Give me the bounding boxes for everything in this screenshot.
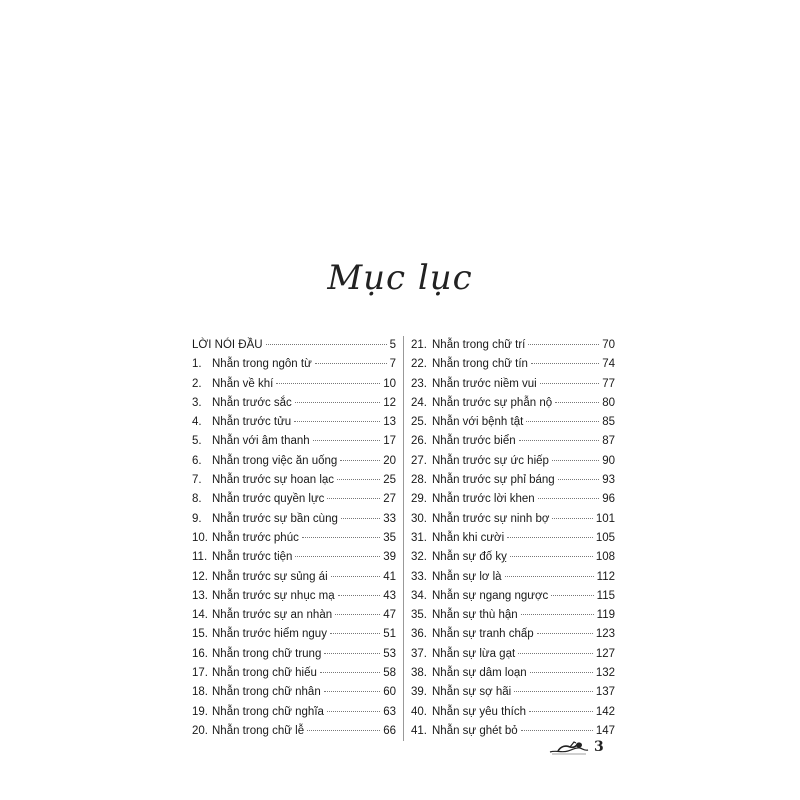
dot-leader xyxy=(313,439,381,441)
toc-entry-page: 25 xyxy=(383,474,396,487)
toc-entry-number: 37. xyxy=(411,647,427,660)
dot-leader xyxy=(327,710,380,712)
toc-entry-number: 34. xyxy=(411,589,427,602)
dot-leader xyxy=(521,729,593,731)
toc-entry-label: Nhẫn trong chữ hiếu xyxy=(212,667,317,680)
toc-entry-number: 41. xyxy=(411,724,427,737)
toc-entry-page: 80 xyxy=(602,396,615,409)
dot-leader xyxy=(555,401,599,403)
toc-entry-page: 101 xyxy=(595,512,615,525)
dot-leader xyxy=(529,710,593,712)
toc-entry xyxy=(192,645,396,664)
dot-leader xyxy=(307,729,380,731)
toc-entry-label: Nhẫn với bệnh tật xyxy=(432,416,524,429)
dot-leader xyxy=(507,536,593,538)
toc-entry xyxy=(192,529,396,548)
toc-entry-page: 90 xyxy=(602,454,615,467)
toc-entry-label: Nhẫn khi cười xyxy=(432,531,505,544)
dot-leader xyxy=(518,652,593,654)
toc-entry-label: Nhẫn sự dâm loạn xyxy=(432,667,527,680)
toc-entry-label: Nhẫn trước sắc xyxy=(212,396,292,409)
dot-leader xyxy=(552,459,599,461)
toc-entry-page: 93 xyxy=(602,474,615,487)
toc-entry-label: Nhẫn sự ngang ngược xyxy=(432,589,549,602)
dot-leader xyxy=(327,497,380,499)
toc-entry-number: 2. xyxy=(192,377,202,390)
toc-entry xyxy=(411,355,615,374)
toc-entry-number: 24. xyxy=(411,396,427,409)
toc-entry xyxy=(192,432,396,451)
toc-entry xyxy=(411,394,615,413)
toc-entry-label: Nhẫn trong ngôn từ xyxy=(212,358,312,371)
toc-entry-number: 11. xyxy=(192,551,208,564)
toc-entry-page: 87 xyxy=(602,435,615,448)
dot-leader xyxy=(530,671,593,673)
toc-entry-page: 70 xyxy=(602,339,615,351)
toc-entry xyxy=(411,432,615,451)
dot-leader xyxy=(331,575,381,577)
toc-entry-label: Nhẫn sự lơ là xyxy=(432,570,502,583)
toc-entry xyxy=(192,471,396,490)
toc-entry-label: Nhẫn trước sự hoan lạc xyxy=(212,474,335,487)
toc-entry-number: 33. xyxy=(411,570,427,583)
dot-leader xyxy=(324,652,380,654)
toc-entry-page: 66 xyxy=(383,724,396,737)
toc-entry-number: 25. xyxy=(411,416,427,429)
toc-entry-label: Nhẫn trước lời khen xyxy=(432,493,535,506)
toc-entry xyxy=(192,625,396,644)
toc-entry-page: 63 xyxy=(383,705,396,718)
toc-entry-number: 38. xyxy=(411,667,427,680)
toc-entry-number: 26. xyxy=(411,435,427,448)
toc-entry-page: 12 xyxy=(383,396,396,409)
toc-entry-label: Nhẫn sự thù hận xyxy=(432,609,518,622)
toc-entry xyxy=(192,394,396,413)
toc-entry-page: 77 xyxy=(602,377,615,390)
toc-entry-page: 53 xyxy=(383,647,396,660)
toc-entry-label: Nhẫn trong việc ăn uống xyxy=(212,454,338,467)
toc-entry xyxy=(192,510,396,529)
toc-entry-label: Nhẫn trước sự an nhàn xyxy=(212,609,333,622)
toc-entry-number: 19. xyxy=(192,705,208,718)
dot-leader xyxy=(521,613,594,615)
toc-entry-page: 58 xyxy=(383,667,396,680)
toc-entry-page: 20 xyxy=(383,454,396,467)
toc-entry-number: 17. xyxy=(192,667,208,680)
toc-entry-number: 36. xyxy=(411,628,427,641)
toc-entry xyxy=(411,548,615,567)
toc-entry-page: 74 xyxy=(602,358,615,371)
dot-leader xyxy=(519,439,600,441)
toc-entry-label: Nhẫn sự ghét bỏ xyxy=(432,724,518,737)
dot-leader xyxy=(335,613,380,615)
toc-entry-page: 47 xyxy=(383,609,396,622)
toc-entry-number: 1. xyxy=(192,358,202,371)
toc-entry-number: 5. xyxy=(192,435,202,448)
toc-column-right xyxy=(404,336,615,741)
dot-leader xyxy=(551,594,593,596)
toc-entry-page: 17 xyxy=(383,435,396,448)
toc-entry-label: Nhẫn sự đố kỵ xyxy=(432,551,507,564)
toc-entry-number: 4. xyxy=(192,416,202,429)
toc-entry-number: 31. xyxy=(411,531,427,544)
toc-entry-number: 27. xyxy=(411,454,427,467)
toc-entry xyxy=(192,664,396,683)
dot-leader xyxy=(341,517,380,519)
toc-entry-label: Nhẫn trong chữ trung xyxy=(212,647,322,660)
toc-entry-page: 147 xyxy=(595,724,615,737)
toc-entry-page: 35 xyxy=(383,531,396,544)
toc-entry-number: 18. xyxy=(192,686,208,699)
toc-entry xyxy=(411,413,615,432)
toc-entry-page: 27 xyxy=(383,493,396,506)
toc-entry xyxy=(411,606,615,625)
toc-entry-page: 13 xyxy=(383,416,396,429)
toc-entry xyxy=(192,336,396,355)
toc-entry xyxy=(411,625,615,644)
toc-entry-number: 10. xyxy=(192,531,208,544)
toc-entry-number: 7. xyxy=(192,474,202,487)
toc-entry-number: 6. xyxy=(192,454,202,467)
toc-entry-page: 43 xyxy=(383,589,396,602)
toc-entry-label: Nhẫn trong chữ trí xyxy=(432,339,526,351)
toc-entry-label: Nhẫn trước sự phẫn nộ xyxy=(432,396,553,409)
toc-entry xyxy=(411,490,615,509)
toc-entry-number: 16. xyxy=(192,647,208,660)
toc-entry-number: 35. xyxy=(411,609,427,622)
toc-entry-label: Nhẫn sự yêu thích xyxy=(432,705,526,718)
toc-entry xyxy=(411,510,615,529)
dot-leader xyxy=(538,497,600,499)
toc-entry-page: 132 xyxy=(595,667,615,680)
dot-leader xyxy=(531,362,599,364)
toc-entry-number: 23. xyxy=(411,377,427,390)
toc-entry-label: Nhẫn trước sự sủng ái xyxy=(212,570,328,583)
toc-entry-number: 13. xyxy=(192,589,208,602)
dot-leader xyxy=(294,420,380,422)
toc-entry-page: 7 xyxy=(389,358,396,371)
toc-entry-page: 119 xyxy=(596,609,615,622)
toc-entry-number: 21. xyxy=(411,339,427,351)
dot-leader xyxy=(514,690,593,692)
toc-entry xyxy=(411,568,615,587)
toc-entry-label: Nhẫn trong chữ lễ xyxy=(212,724,305,737)
dot-leader xyxy=(558,478,600,480)
toc-entry xyxy=(411,703,615,722)
toc-entry-number: 14. xyxy=(192,609,208,622)
toc-entry-page: 137 xyxy=(595,686,615,699)
toc-entry-page: 10 xyxy=(383,377,396,390)
dot-leader xyxy=(276,382,380,384)
toc-entry-number: 22. xyxy=(411,358,427,371)
toc-entry xyxy=(192,452,396,471)
toc-entry-label: Nhẫn trước sự phỉ báng xyxy=(432,474,555,487)
dot-leader xyxy=(295,401,380,403)
dot-leader xyxy=(537,632,593,634)
toc-entry-page: 60 xyxy=(383,686,396,699)
toc-entry-number: 29. xyxy=(411,493,427,506)
toc-entry-label: Nhẫn trong chữ tín xyxy=(432,358,528,371)
toc-entry-number: 3. xyxy=(192,396,202,409)
toc-entry xyxy=(411,336,615,355)
dot-leader xyxy=(337,478,380,480)
toc-entry xyxy=(411,683,615,702)
toc-entry xyxy=(411,587,615,606)
toc-entry-label: Nhẫn trước niềm vui xyxy=(432,377,537,390)
toc-entry xyxy=(192,375,396,394)
toc-entry-page: 39 xyxy=(383,551,396,564)
dot-leader xyxy=(302,536,380,538)
dot-leader xyxy=(552,517,592,519)
toc-entry-number: 8. xyxy=(192,493,202,506)
toc-entry-label: Nhẫn trước tửu xyxy=(212,416,292,429)
page-footer xyxy=(548,738,604,756)
toc-entry-label: Nhẫn sự lừa gạt xyxy=(432,647,516,660)
table-of-contents xyxy=(192,336,618,741)
toc-entry-page: 127 xyxy=(595,647,615,660)
toc-entry-page: 105 xyxy=(595,531,615,544)
toc-entry xyxy=(411,375,615,394)
toc-entry-number: 12. xyxy=(192,570,208,583)
toc-entry-page: 5 xyxy=(389,339,396,351)
toc-entry-label: Nhẫn về khí xyxy=(212,377,274,390)
toc-entry-label: Nhẫn trước sự nhục mạ xyxy=(212,589,335,602)
toc-entry-number: 40. xyxy=(411,705,427,718)
toc-entry xyxy=(411,471,615,490)
toc-entry xyxy=(192,413,396,432)
toc-entry-label: Nhẫn trước sự bần cùng xyxy=(212,512,338,525)
toc-entry xyxy=(192,683,396,702)
toc-entry-label: Nhẫn sự sợ hãi xyxy=(432,686,512,699)
toc-entry-label: Nhẫn trước tiện xyxy=(212,551,293,564)
dot-leader xyxy=(540,382,599,384)
dot-leader xyxy=(320,671,380,673)
toc-entry-label: Nhẫn trước sự ức hiếp xyxy=(432,454,549,467)
toc-entry xyxy=(192,548,396,567)
dot-leader xyxy=(338,594,381,596)
toc-entry-page: 33 xyxy=(383,512,396,525)
toc-entry-page: 142 xyxy=(595,705,615,718)
toc-entry-number: 39. xyxy=(411,686,427,699)
dot-leader xyxy=(266,343,387,345)
toc-entry-number: 20. xyxy=(192,724,208,737)
toc-entry-page: 41 xyxy=(383,570,396,583)
toc-entry xyxy=(192,587,396,606)
dot-leader xyxy=(330,632,380,634)
reclining-figure-icon xyxy=(548,738,590,756)
toc-entry-label: Nhẫn trước biển xyxy=(432,435,516,448)
toc-entry-label: LỜI NÓI ĐẦU xyxy=(192,339,263,351)
page-title: Mục lục xyxy=(327,258,473,298)
dot-leader xyxy=(340,459,380,461)
toc-entry xyxy=(411,452,615,471)
toc-entry-page: 85 xyxy=(602,416,615,429)
toc-entry-page: 123 xyxy=(595,628,615,641)
dot-leader xyxy=(324,690,380,692)
toc-entry xyxy=(192,355,396,374)
toc-entry-number: 15. xyxy=(192,628,208,641)
toc-entry xyxy=(192,568,396,587)
toc-entry-number: 28. xyxy=(411,474,427,487)
toc-entry-label: Nhẫn trước hiểm nguy xyxy=(212,628,327,641)
toc-entry-label: Nhẫn sự tranh chấp xyxy=(432,628,534,641)
toc-entry xyxy=(192,722,396,741)
toc-column-left xyxy=(192,336,404,741)
toc-entry xyxy=(192,703,396,722)
toc-entry-label: Nhẫn với âm thanh xyxy=(212,435,310,448)
dot-leader xyxy=(528,343,599,345)
toc-entry-number: 9. xyxy=(192,512,202,525)
toc-entry xyxy=(411,529,615,548)
page-number: 3 xyxy=(594,739,604,755)
toc-entry-page: 108 xyxy=(595,551,615,564)
toc-entry-page: 51 xyxy=(383,628,396,641)
dot-leader xyxy=(510,555,593,557)
toc-entry-label: Nhẫn trước phúc xyxy=(212,531,299,544)
toc-entry-page: 115 xyxy=(596,589,615,602)
dot-leader xyxy=(315,362,387,364)
toc-entry-label: Nhẫn trước quyền lực xyxy=(212,493,325,506)
dot-leader xyxy=(505,575,594,577)
toc-entry-number: 30. xyxy=(411,512,427,525)
toc-entry xyxy=(411,664,615,683)
toc-entry-page: 112 xyxy=(596,570,615,583)
toc-entry-number: 32. xyxy=(411,551,427,564)
toc-entry-label: Nhẫn trong chữ nhân xyxy=(212,686,321,699)
toc-entry-label: Nhẫn trong chữ nghĩa xyxy=(212,705,324,718)
toc-entry xyxy=(192,606,396,625)
toc-entry-label: Nhẫn trước sự ninh bợ xyxy=(432,512,550,525)
toc-entry xyxy=(411,645,615,664)
toc-entry-page: 96 xyxy=(602,493,615,506)
toc-entry xyxy=(192,490,396,509)
dot-leader xyxy=(295,555,380,557)
dot-leader xyxy=(526,420,599,422)
